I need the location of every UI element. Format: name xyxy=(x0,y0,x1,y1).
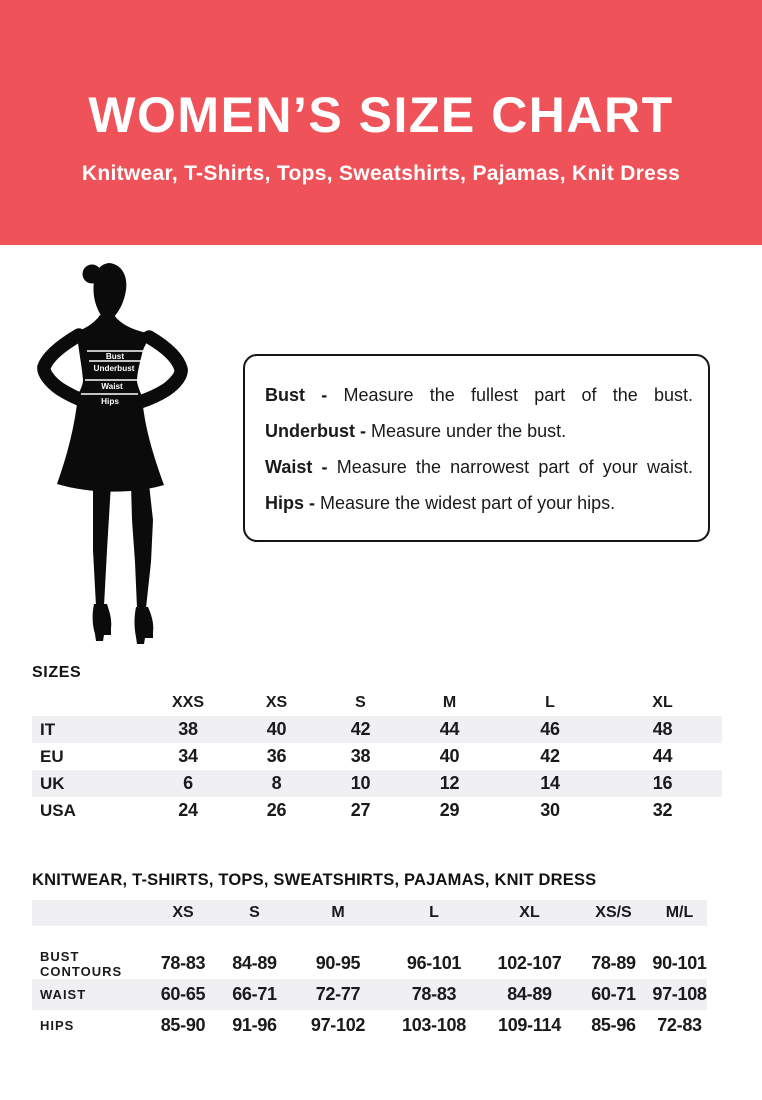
row-label: UK xyxy=(40,773,65,793)
guide-desc: Measure under the bust. xyxy=(371,421,567,441)
sizes-table-title: SIZES xyxy=(32,664,82,681)
row-label: EU xyxy=(40,746,64,766)
table-cell: 91-96 xyxy=(232,1015,277,1035)
head xyxy=(93,263,126,317)
row-label: USA xyxy=(40,800,76,820)
garment-table-header-row xyxy=(32,900,707,926)
woman-silhouette-svg xyxy=(30,258,235,648)
guide-line-bust xyxy=(265,377,693,413)
table-cell: 26 xyxy=(266,800,287,820)
row-label: HIPS xyxy=(40,1018,75,1033)
table-cell: 32 xyxy=(652,800,673,820)
column-header: XL xyxy=(652,693,673,711)
table-cell: 40 xyxy=(266,719,287,739)
table-cell: 103-108 xyxy=(402,1015,466,1035)
table-cell: 48 xyxy=(652,719,673,739)
table-row xyxy=(32,770,722,797)
table-cell: 84-89 xyxy=(507,984,552,1004)
row-label: IT xyxy=(40,719,56,739)
table-cell: 90-101 xyxy=(652,953,707,973)
table-cell: 14 xyxy=(540,773,560,793)
guide-line-hips xyxy=(265,485,693,521)
table-cell: 66-71 xyxy=(232,984,277,1004)
table-cell: 16 xyxy=(652,773,673,793)
guide-term: Bust - xyxy=(265,385,328,405)
table-cell: 46 xyxy=(540,719,560,739)
column-header: M/L xyxy=(665,904,694,921)
table-cell: 30 xyxy=(540,800,560,820)
column-header: S xyxy=(249,904,260,921)
table-cell: 42 xyxy=(350,719,371,739)
woman-silhouette-figure xyxy=(30,258,235,648)
garment-table xyxy=(32,871,707,1041)
column-header: L xyxy=(429,904,439,921)
guide-term: Waist - xyxy=(265,457,328,477)
table-cell: 109-114 xyxy=(498,1015,561,1035)
column-header: XS/S xyxy=(595,904,632,921)
table-cell: 44 xyxy=(439,719,460,739)
left-shoe xyxy=(93,604,112,641)
table-cell: 40 xyxy=(439,746,460,766)
row-label: WAIST xyxy=(40,987,87,1002)
waist-label: Waist xyxy=(101,382,123,391)
guide-line-underbust xyxy=(265,413,693,449)
table-cell: 44 xyxy=(652,746,673,766)
guide-desc: Measure the narrowest part of your waist. xyxy=(336,457,693,477)
table-cell: 85-96 xyxy=(591,1015,636,1035)
table-cell: 85-90 xyxy=(160,1015,206,1035)
column-header: S xyxy=(355,693,366,711)
banner xyxy=(0,0,762,245)
table-cell: 97-108 xyxy=(652,984,707,1004)
column-header: M xyxy=(442,693,457,711)
skirt xyxy=(57,395,164,492)
page-subtitle: Knitwear, T-Shirts, Tops, Sweatshirts, Pajamas, Knit Dress xyxy=(81,161,681,185)
left-leg xyxy=(93,484,111,606)
column-header: L xyxy=(545,693,555,711)
row-label: BUST CONTOURS xyxy=(40,948,123,979)
table-cell: 8 xyxy=(271,773,282,793)
table-cell: 96-101 xyxy=(406,953,462,973)
table-cell: 38 xyxy=(350,746,371,766)
table-cell: 90-95 xyxy=(315,953,361,973)
table-cell: 27 xyxy=(350,800,371,820)
guide-term: Underbust - xyxy=(265,421,366,441)
table-cell: 24 xyxy=(178,800,198,820)
column-header: XS xyxy=(265,693,288,711)
table-cell: 78-83 xyxy=(160,953,206,973)
table-cell: 72-83 xyxy=(657,1015,702,1035)
guide-term: Hips - xyxy=(265,493,316,513)
table-row xyxy=(32,979,707,1010)
table-cell: 78-83 xyxy=(411,984,457,1004)
table-cell: 29 xyxy=(439,800,460,820)
sizes-table xyxy=(32,664,722,824)
table-cell: 36 xyxy=(266,746,287,766)
guide-desc: Measure the fullest part of the bust. xyxy=(343,385,693,405)
table-cell: 72-77 xyxy=(315,984,361,1004)
garment-table-body xyxy=(32,948,707,1041)
table-row xyxy=(32,797,722,824)
garment-table-title: KNITWEAR, T-SHIRTS, TOPS, SWEATSHIRTS, PAJAMAS, KNIT DRESS xyxy=(32,871,597,889)
table-row xyxy=(32,716,722,743)
table-cell: 102-107 xyxy=(497,953,562,973)
column-header: XL xyxy=(519,904,540,921)
guide-line-waist xyxy=(265,449,693,485)
table-cell: 34 xyxy=(178,746,198,766)
table-cell: 10 xyxy=(350,773,371,793)
table-cell: 60-65 xyxy=(160,984,206,1004)
table-cell: 12 xyxy=(439,773,460,793)
bust-label: Bust xyxy=(105,352,125,361)
hips-label: Hips xyxy=(101,397,119,406)
table-cell: 97-102 xyxy=(310,1015,366,1035)
table-cell: 42 xyxy=(540,746,560,766)
right-arm xyxy=(140,337,181,402)
underbust-label: Underbust xyxy=(93,364,135,373)
table-cell: 6 xyxy=(183,773,193,793)
table-cell: 84-89 xyxy=(232,953,277,973)
table-row xyxy=(32,1010,707,1041)
right-leg xyxy=(131,484,153,608)
column-header: M xyxy=(331,904,345,921)
column-header: XXS xyxy=(171,693,204,711)
column-header: XS xyxy=(172,904,194,921)
right-shoe xyxy=(135,607,154,644)
table-cell: 60-71 xyxy=(591,984,636,1004)
sizes-table-header-row xyxy=(32,689,722,716)
page-title: WOMEN’S SIZE CHART xyxy=(88,86,674,143)
table-row xyxy=(32,743,722,770)
guide-desc: Measure the widest part of your hips. xyxy=(320,493,616,513)
measurement-guide-box xyxy=(243,354,710,542)
table-row xyxy=(32,948,707,979)
table-cell: 38 xyxy=(178,719,198,739)
table-cell: 78-89 xyxy=(591,953,636,973)
sizes-table-body xyxy=(32,716,722,824)
